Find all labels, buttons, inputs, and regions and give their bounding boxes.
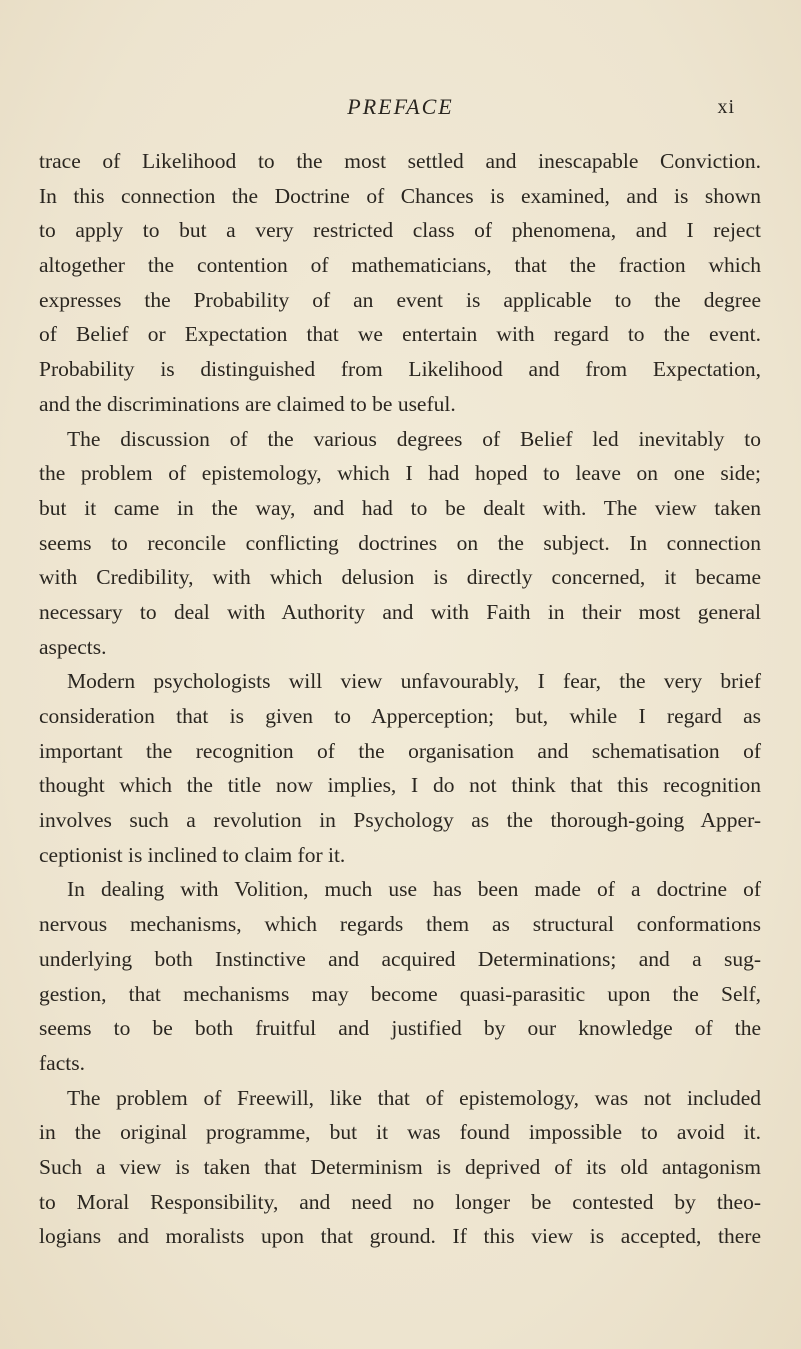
text-line: and the discriminations are claimed to be useful. bbox=[39, 391, 456, 416]
paragraph-start-line: The discussion of the various degrees of Belief led inevitably to bbox=[67, 426, 761, 451]
text-line: Such a view is taken that Determinism is deprived of its old antagonism bbox=[39, 1154, 761, 1179]
text-line: to Moral Responsibility, and need no longer be contested by theo- bbox=[39, 1189, 761, 1214]
paragraph-start-line: The problem of Freewill, like that of epistemology, was not included bbox=[67, 1085, 761, 1110]
header-title: PREFACE bbox=[347, 94, 454, 119]
text-line: Probability is distinguished from Likelihood and from Expectation, bbox=[39, 357, 761, 382]
text-line: seems to reconcile conflicting doctrines on the subject. In connection bbox=[39, 530, 761, 555]
text-line: necessary to deal with Authority and with Faith in their most general bbox=[39, 599, 761, 624]
text-line: nervous mechanisms, which regards them as structural conformations bbox=[39, 912, 761, 937]
page-number: xi bbox=[717, 96, 735, 118]
paragraph-start-line: In dealing with Volition, much use has been made of a doctrine of bbox=[67, 877, 761, 902]
text-line: consideration that is given to Apperception; but, while I regard as bbox=[39, 704, 761, 728]
text-line: trace of Likelihood to the most settled and inescapable Conviction. bbox=[39, 149, 761, 173]
text-line: underlying both Instinctive and acquired Determinations; and a sug- bbox=[39, 946, 761, 971]
text-line: thought which the title now implies, I do not think that this recognition bbox=[39, 773, 761, 798]
text-line: gestion, that mechanisms may become quasi-parasitic upon the Self, bbox=[39, 981, 761, 1006]
running-head bbox=[0, 92, 801, 122]
text-line: In this connection the Doctrine of Chances is examined, and is shown bbox=[39, 183, 761, 208]
text-line: ceptionist is inclined to claim for it. bbox=[39, 842, 346, 867]
text-line: important the recognition of the organisation and schematisation of bbox=[39, 738, 761, 763]
paragraph-start-line: Modern psychologists will view unfavourably, I fear, the very brief bbox=[67, 669, 761, 694]
text-line: of Belief or Expectation that we entertain with regard to the event. bbox=[39, 322, 761, 347]
text-line: but it came in the way, and had to be dealt with. The view taken bbox=[39, 495, 761, 520]
text-line: expresses the Probability of an event is applicable to the degree bbox=[39, 287, 761, 312]
text-line: altogether the contention of mathematicians, that the fraction which bbox=[39, 253, 761, 278]
text-line: to apply to but a very restricted class of phenomena, and I reject bbox=[39, 218, 761, 243]
text-line: aspects. bbox=[39, 634, 107, 659]
text-line: involves such a revolution in Psychology as the thorough-going Apper- bbox=[39, 808, 761, 833]
text-line: in the original programme, but it was found impossible to avoid it. bbox=[39, 1120, 761, 1145]
text-line: the problem of epistemology, which I had hoped to leave on one side; bbox=[39, 461, 761, 486]
text-line: with Credibility, with which delusion is directly concerned, it became bbox=[39, 565, 761, 590]
text-line: facts. bbox=[39, 1050, 85, 1075]
body-text bbox=[39, 144, 761, 1254]
text-line: seems to be both fruitful and justified by our knowledge of the bbox=[39, 1016, 761, 1041]
text-line: logians and moralists upon that ground. If this view is accepted, there bbox=[39, 1224, 761, 1249]
